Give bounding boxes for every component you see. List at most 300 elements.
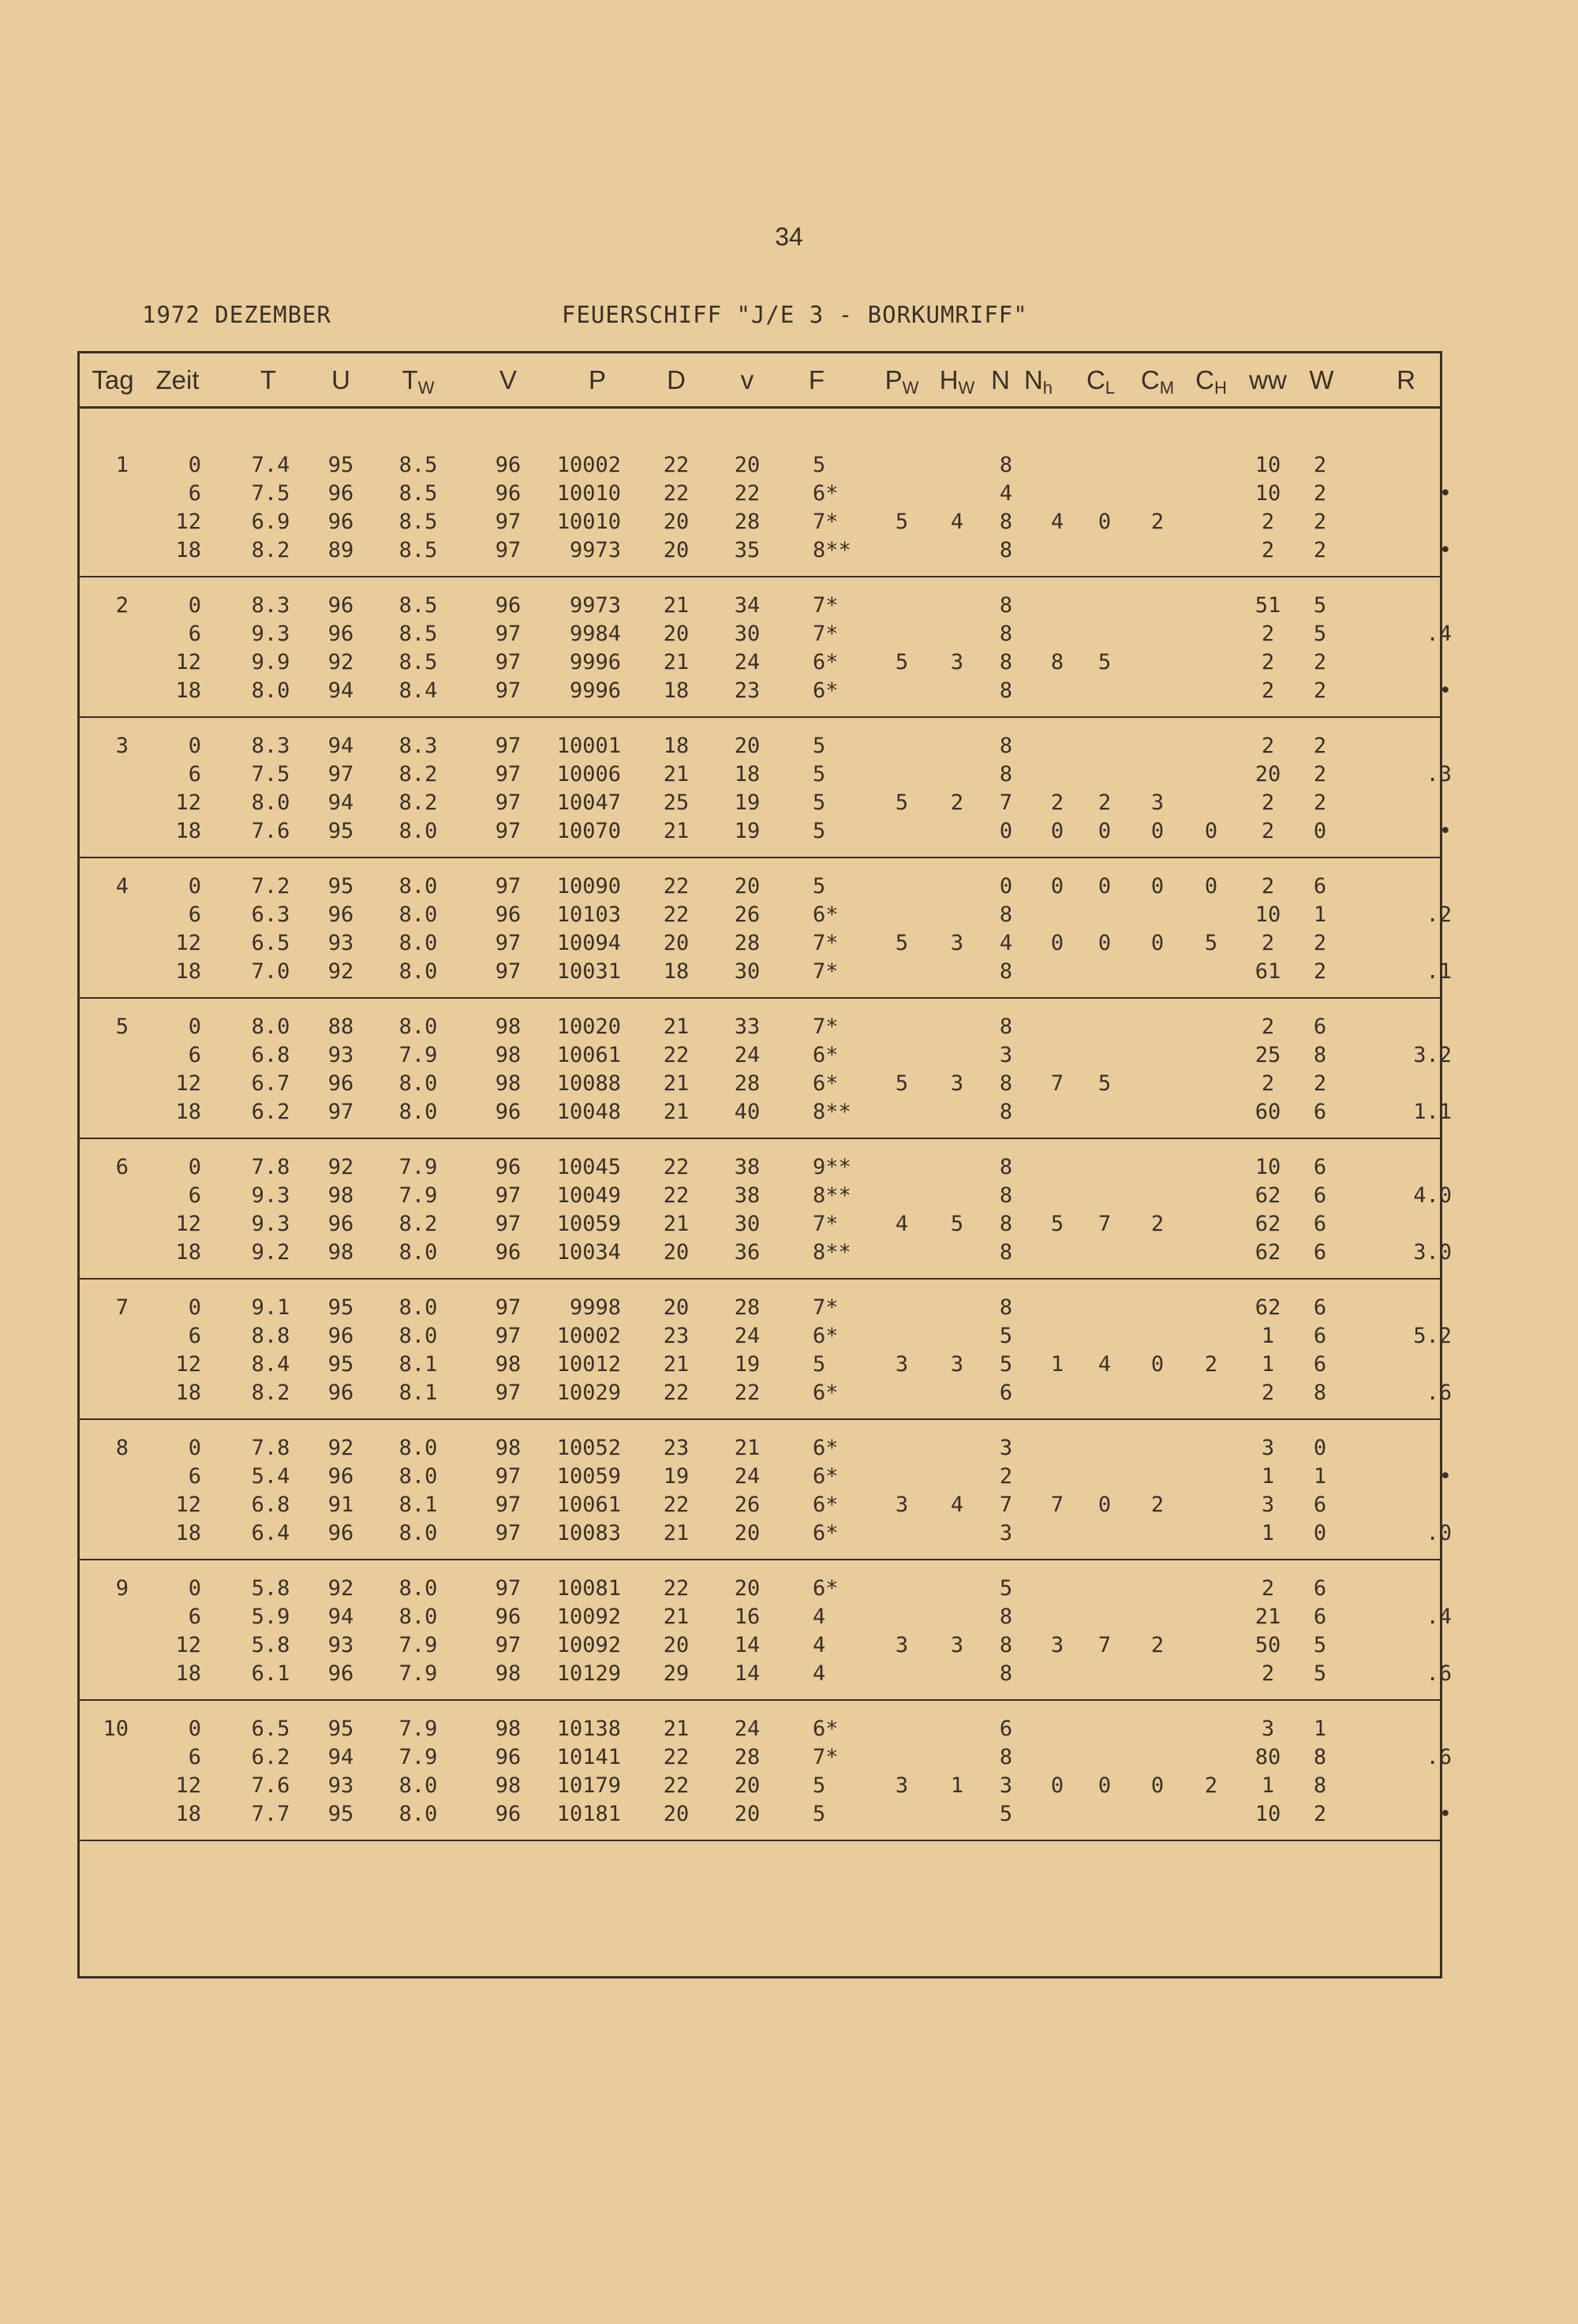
table-cell: 7.4 bbox=[251, 453, 290, 477]
column-header-label: C bbox=[1195, 365, 1214, 394]
table-cell: 5 bbox=[895, 650, 909, 674]
table-cell: 94 bbox=[327, 734, 354, 758]
table-cell: 20 bbox=[734, 1802, 761, 1826]
table-cell: 93 bbox=[327, 1773, 354, 1798]
table-cell: 0 bbox=[1050, 931, 1064, 955]
table-cell: 50 bbox=[1255, 1633, 1281, 1657]
table-cell: 6.2 bbox=[251, 1100, 290, 1124]
table-cell: 2 bbox=[950, 790, 964, 815]
table-cell: 5.9 bbox=[251, 1605, 290, 1629]
table-cell: 6 bbox=[1313, 1155, 1327, 1179]
table-cell: 98 bbox=[495, 1014, 522, 1039]
table-cell: 3 bbox=[950, 931, 964, 955]
table-cell: 3 bbox=[1050, 1633, 1064, 1657]
day-number: 10 bbox=[103, 1717, 129, 1741]
table-cell: 2 bbox=[1313, 931, 1327, 955]
table-cell: 2 bbox=[1261, 1576, 1275, 1601]
table-cell: 94 bbox=[327, 1745, 354, 1769]
table-cell: 20 bbox=[663, 931, 690, 955]
table-cell: 97 bbox=[495, 819, 522, 843]
table-cell: 8.0 bbox=[398, 1324, 438, 1348]
table-cell: 80 bbox=[1255, 1745, 1281, 1769]
table-cell: 10020 bbox=[556, 1014, 621, 1039]
table-cell: 29 bbox=[663, 1661, 690, 1686]
table-cell: 5 bbox=[1097, 1071, 1112, 1096]
table-cell: 10002 bbox=[556, 453, 621, 477]
day-number: 2 bbox=[115, 593, 129, 618]
table-cell: 97 bbox=[495, 1521, 522, 1545]
table-cell: 98 bbox=[327, 1240, 354, 1265]
table-cell: 26 bbox=[734, 1493, 761, 1517]
day-divider bbox=[77, 857, 1442, 858]
table-cell: 8.0 bbox=[398, 1436, 438, 1460]
table-cell: 10092 bbox=[556, 1605, 621, 1629]
table-cell: 8.0 bbox=[398, 1576, 438, 1601]
table-cell: 5 bbox=[813, 1773, 826, 1798]
table-cell: 18 bbox=[175, 1100, 201, 1124]
table-cell: 8.0 bbox=[398, 1100, 438, 1124]
table-cell: 96 bbox=[327, 593, 354, 618]
table-cell: 2 bbox=[1261, 734, 1275, 758]
table-cell: 6* bbox=[813, 1071, 839, 1096]
table-cell: 8 bbox=[999, 453, 1013, 477]
table-cell: 4 bbox=[813, 1605, 826, 1629]
table-cell: 0 bbox=[1050, 819, 1064, 843]
table-cell: 5.8 bbox=[251, 1633, 290, 1657]
table-cell: 5 bbox=[813, 1352, 826, 1377]
table-cell: 8.4 bbox=[251, 1352, 290, 1377]
table-cell: 10059 bbox=[556, 1212, 621, 1236]
column-header-label: P bbox=[588, 365, 606, 394]
table-cell: 8.0 bbox=[398, 1605, 438, 1629]
table-cell: 10034 bbox=[556, 1240, 621, 1265]
table-cell: 91 bbox=[327, 1493, 354, 1517]
table-cell: 0 bbox=[1097, 1493, 1112, 1517]
header-date: 1972 DEZEMBER bbox=[142, 301, 331, 328]
table-cell: 6.9 bbox=[251, 510, 290, 534]
table-cell: 8.5 bbox=[398, 481, 438, 506]
table-cell: • bbox=[1438, 819, 1452, 843]
table-cell: 8.2 bbox=[251, 538, 290, 562]
column-header-label: T bbox=[260, 365, 277, 394]
table-cell: 2 bbox=[1150, 1633, 1165, 1657]
table-cell: 97 bbox=[327, 762, 354, 786]
table-cell: 19 bbox=[734, 1352, 761, 1377]
table-cell: 7* bbox=[813, 1745, 839, 1769]
table-cell: 21 bbox=[734, 1436, 761, 1460]
table-cell: 8 bbox=[999, 1014, 1013, 1039]
table-cell: 5 bbox=[813, 790, 826, 815]
table-cell: 8.0 bbox=[398, 1071, 438, 1096]
table-cell: 5.4 bbox=[251, 1464, 290, 1489]
table-cell: 6 bbox=[1313, 1352, 1327, 1377]
table-cell: 18 bbox=[175, 1240, 201, 1265]
table-cell: 8 bbox=[1313, 1745, 1327, 1769]
table-cell: 38 bbox=[734, 1183, 761, 1208]
table-cell: 10031 bbox=[556, 959, 621, 984]
table-cell: 9.3 bbox=[251, 1212, 290, 1236]
table-cell: 97 bbox=[495, 1324, 522, 1348]
table-cell: 6 bbox=[188, 1605, 201, 1629]
table-cell: 0 bbox=[1097, 510, 1112, 534]
table-cell: 3 bbox=[895, 1773, 909, 1798]
table-cell: 0 bbox=[1313, 1436, 1327, 1460]
table-cell: 1 bbox=[1313, 902, 1327, 927]
table-cell: 18 bbox=[175, 538, 201, 562]
table-cell: 8.3 bbox=[398, 734, 438, 758]
table-cell: .0 bbox=[1426, 1521, 1452, 1545]
table-cell: 0 bbox=[1097, 931, 1112, 955]
table-cell: 22 bbox=[663, 1155, 690, 1179]
table-cell: 8.0 bbox=[398, 931, 438, 955]
table-cell: 5 bbox=[895, 790, 909, 815]
table-cell: 6.8 bbox=[251, 1493, 290, 1517]
table-cell: 2 bbox=[1313, 790, 1327, 815]
column-header-label: R bbox=[1397, 365, 1415, 394]
table-cell: 8 bbox=[999, 1071, 1013, 1096]
table-cell: 8.0 bbox=[398, 959, 438, 984]
table-cell: 20 bbox=[734, 1576, 761, 1601]
table-cell: 9973 bbox=[569, 538, 621, 562]
header-rule bbox=[77, 406, 1442, 409]
column-header-label: ww bbox=[1249, 365, 1287, 394]
table-cell: 24 bbox=[734, 1324, 761, 1348]
table-cell: 97 bbox=[495, 1212, 522, 1236]
table-cell: 5 bbox=[1313, 593, 1327, 618]
table-cell: 10090 bbox=[556, 874, 621, 899]
table-cell: 6 bbox=[188, 1043, 201, 1067]
table-cell: 8.0 bbox=[398, 902, 438, 927]
table-cell: 94 bbox=[327, 1605, 354, 1629]
table-cell: 6* bbox=[813, 650, 839, 674]
table-cell: 0 bbox=[999, 819, 1013, 843]
table-cell: .1 bbox=[1426, 959, 1452, 984]
table-cell: 6 bbox=[1313, 1493, 1327, 1517]
table-cell: 0 bbox=[188, 593, 201, 618]
table-cell: 22 bbox=[663, 874, 690, 899]
table-cell: 21 bbox=[663, 1717, 690, 1741]
column-header-subscript: W bbox=[958, 378, 975, 398]
table-cell: 0 bbox=[188, 453, 201, 477]
table-cell: 92 bbox=[327, 650, 354, 674]
table-cell: 8 bbox=[999, 622, 1013, 646]
table-cell: 9.3 bbox=[251, 1183, 290, 1208]
table-cell: 7* bbox=[813, 510, 839, 534]
header-station: FEUERSCHIFF "J/E 3 - BORKUMRIFF" bbox=[562, 301, 1028, 328]
table-cell: 3 bbox=[895, 1633, 909, 1657]
table-cell: 3.2 bbox=[1413, 1043, 1452, 1067]
table-cell: 5 bbox=[813, 762, 826, 786]
column-header bbox=[130, 365, 225, 395]
table-cell: 97 bbox=[495, 650, 522, 674]
day-divider bbox=[77, 1278, 1442, 1280]
table-cell: 5 bbox=[1050, 1212, 1064, 1236]
table-cell: 5 bbox=[1313, 1661, 1327, 1686]
table-cell: 97 bbox=[495, 538, 522, 562]
table-cell: .4 bbox=[1426, 622, 1452, 646]
table-cell: 24 bbox=[734, 1717, 761, 1741]
table-cell: 8.0 bbox=[398, 819, 438, 843]
table-cell: 9996 bbox=[569, 678, 621, 703]
table-cell: 2 bbox=[1313, 678, 1327, 703]
table-cell: 18 bbox=[175, 1521, 201, 1545]
table-cell: 7.9 bbox=[398, 1745, 438, 1769]
table-cell: 0 bbox=[1050, 1773, 1064, 1798]
table-cell: 8.3 bbox=[251, 734, 290, 758]
table-cell: 19 bbox=[663, 1464, 690, 1489]
table-cell: 8** bbox=[813, 1183, 851, 1208]
table-cell: 88 bbox=[327, 1014, 354, 1039]
table-cell: 8.0 bbox=[398, 1014, 438, 1039]
table-cell: 20 bbox=[663, 1633, 690, 1657]
table-cell: 5 bbox=[1313, 622, 1327, 646]
table-cell: 96 bbox=[495, 1605, 522, 1629]
table-cell: 10006 bbox=[556, 762, 621, 786]
table-cell: 22 bbox=[663, 1576, 690, 1601]
table-cell: 2 bbox=[1313, 510, 1327, 534]
table-cell: 18 bbox=[175, 819, 201, 843]
table-cell: 6 bbox=[188, 1324, 201, 1348]
table-cell: 10061 bbox=[556, 1043, 621, 1067]
table-cell: 10094 bbox=[556, 931, 621, 955]
table-cell: 6 bbox=[1313, 1576, 1327, 1601]
table-cell: 6 bbox=[188, 1183, 201, 1208]
table-cell: 22 bbox=[663, 453, 690, 477]
table-cell: 10 bbox=[1255, 1802, 1281, 1826]
table-cell: 18 bbox=[663, 678, 690, 703]
table-cell: 6 bbox=[188, 622, 201, 646]
table-cell: 2 bbox=[1261, 874, 1275, 899]
table-cell: 9.9 bbox=[251, 650, 290, 674]
column-header bbox=[461, 365, 555, 395]
column-header-label: P bbox=[884, 365, 903, 394]
table-cell: 7 bbox=[999, 790, 1013, 815]
table-cell: .3 bbox=[1426, 762, 1452, 786]
table-cell: 3 bbox=[950, 1352, 964, 1377]
table-cell: 2 bbox=[1150, 1493, 1165, 1517]
table-cell: 61 bbox=[1255, 959, 1281, 984]
day-number: 8 bbox=[115, 1436, 129, 1460]
table-cell: 95 bbox=[327, 874, 354, 899]
table-cell: 4 bbox=[999, 931, 1013, 955]
table-cell: 10010 bbox=[556, 481, 621, 506]
table-cell: 3 bbox=[999, 1521, 1013, 1545]
day-number: 6 bbox=[115, 1155, 129, 1179]
table-cell: 6* bbox=[813, 1521, 839, 1545]
table-cell: 5 bbox=[1204, 931, 1218, 955]
table-cell: 7 bbox=[1050, 1071, 1064, 1096]
table-cell: 6 bbox=[999, 1717, 1013, 1741]
table-cell: 6.2 bbox=[251, 1745, 290, 1769]
table-cell: 19 bbox=[734, 819, 761, 843]
table-cell: 3 bbox=[950, 650, 964, 674]
table-cell: 22 bbox=[663, 481, 690, 506]
table-cell: 96 bbox=[327, 902, 354, 927]
table-cell: 6* bbox=[813, 1043, 839, 1067]
table-cell: 7* bbox=[813, 622, 839, 646]
table-cell: 2 bbox=[1204, 1352, 1218, 1377]
table-cell: 14 bbox=[734, 1661, 761, 1686]
table-cell: 2 bbox=[1313, 734, 1327, 758]
table-cell: 10010 bbox=[556, 510, 621, 534]
table-cell: • bbox=[1438, 1464, 1452, 1489]
table-cell: 12 bbox=[175, 1071, 201, 1096]
table-cell: 8 bbox=[999, 538, 1013, 562]
table-cell: 20 bbox=[734, 734, 761, 758]
table-cell: 2 bbox=[1313, 959, 1327, 984]
table-cell: 97 bbox=[495, 1493, 522, 1517]
table-cell: 3.0 bbox=[1413, 1240, 1452, 1265]
table-cell: 2 bbox=[1261, 1661, 1275, 1686]
table-cell: 4 bbox=[999, 481, 1013, 506]
table-cell: 8 bbox=[999, 1605, 1013, 1629]
table-cell: 3 bbox=[895, 1493, 909, 1517]
table-cell: 10048 bbox=[556, 1100, 621, 1124]
table-cell: 93 bbox=[327, 931, 354, 955]
table-cell: 96 bbox=[327, 1324, 354, 1348]
table-cell: 60 bbox=[1255, 1100, 1281, 1124]
table-cell: 20 bbox=[734, 874, 761, 899]
table-cell: 97 bbox=[495, 1464, 522, 1489]
table-cell: 2 bbox=[999, 1464, 1013, 1489]
table-cell: 62 bbox=[1255, 1183, 1281, 1208]
table-cell: 6 bbox=[188, 762, 201, 786]
table-cell: 7.9 bbox=[398, 1717, 438, 1741]
table-cell: 97 bbox=[495, 931, 522, 955]
table-cell: 98 bbox=[327, 1183, 354, 1208]
table-cell: 25 bbox=[663, 790, 690, 815]
table-cell: 6 bbox=[1313, 874, 1327, 899]
column-header-subscript: M bbox=[1159, 378, 1175, 398]
table-cell: 8 bbox=[1050, 650, 1064, 674]
table-cell: 7 bbox=[1097, 1633, 1112, 1657]
table-cell: 10181 bbox=[556, 1802, 621, 1826]
table-cell: 10070 bbox=[556, 819, 621, 843]
table-cell: 9.3 bbox=[251, 622, 290, 646]
table-cell: 0 bbox=[188, 1436, 201, 1460]
table-cell: 28 bbox=[734, 510, 761, 534]
table-cell: 8 bbox=[999, 1745, 1013, 1769]
table-cell: 8 bbox=[999, 734, 1013, 758]
table-cell: 4 bbox=[950, 1493, 964, 1517]
table-cell: 98 bbox=[495, 1661, 522, 1686]
table-cell: 5 bbox=[895, 931, 909, 955]
table-cell: 1 bbox=[1050, 1352, 1064, 1377]
table-cell: 0 bbox=[1150, 819, 1165, 843]
table-cell: 2 bbox=[1261, 790, 1275, 815]
table-cell: 8 bbox=[999, 650, 1013, 674]
day-divider bbox=[77, 1559, 1442, 1560]
table-cell: 93 bbox=[327, 1633, 354, 1657]
table-cell: 18 bbox=[175, 1381, 201, 1405]
table-cell: 20 bbox=[663, 1240, 690, 1265]
table-cell: 8 bbox=[999, 1183, 1013, 1208]
table-cell: 3 bbox=[999, 1773, 1013, 1798]
table-cell: 21 bbox=[663, 762, 690, 786]
table-cell: 97 bbox=[495, 1183, 522, 1208]
table-cell: 0 bbox=[188, 1155, 201, 1179]
table-cell: 96 bbox=[495, 1802, 522, 1826]
table-cell: 2 bbox=[1261, 678, 1275, 703]
table-cell: .6 bbox=[1426, 1381, 1452, 1405]
table-cell: 20 bbox=[663, 1802, 690, 1826]
table-cell: 0 bbox=[1097, 819, 1112, 843]
table-cell: 0 bbox=[1050, 874, 1064, 899]
table-cell: 6 bbox=[1313, 1014, 1327, 1039]
table-cell: 95 bbox=[327, 1352, 354, 1377]
table-cell: 7 bbox=[999, 1493, 1013, 1517]
table-cell: 8 bbox=[1313, 1381, 1327, 1405]
table-cell: 92 bbox=[327, 959, 354, 984]
table-cell: 8 bbox=[999, 762, 1013, 786]
table-cell: 7 bbox=[1050, 1493, 1064, 1517]
table-cell: 8** bbox=[813, 1100, 851, 1124]
day-number: 7 bbox=[115, 1295, 129, 1320]
table-cell: 89 bbox=[327, 538, 354, 562]
table-cell: 4 bbox=[1050, 510, 1064, 534]
table-cell: 21 bbox=[663, 1605, 690, 1629]
table-cell: 2 bbox=[1050, 790, 1064, 815]
table-cell: 10 bbox=[1255, 481, 1281, 506]
column-header-label: N bbox=[991, 365, 1010, 394]
table-cell: 8.2 bbox=[398, 762, 438, 786]
table-cell: 6 bbox=[999, 1381, 1013, 1405]
table-cell: 30 bbox=[734, 959, 761, 984]
table-cell: 94 bbox=[327, 678, 354, 703]
table-cell: 8.0 bbox=[398, 874, 438, 899]
table-cell: 10 bbox=[1255, 1155, 1281, 1179]
table-cell: 5 bbox=[1313, 1633, 1327, 1657]
table-cell: 9.1 bbox=[251, 1295, 290, 1320]
table-cell: 22 bbox=[734, 481, 761, 506]
table-cell: 96 bbox=[327, 481, 354, 506]
table-cell: 8.5 bbox=[398, 593, 438, 618]
table-cell: 96 bbox=[495, 902, 522, 927]
table-cell: 7.8 bbox=[251, 1155, 290, 1179]
table-cell: 30 bbox=[734, 1212, 761, 1236]
table-cell: 1 bbox=[1261, 1324, 1275, 1348]
table-cell: 7.6 bbox=[251, 1773, 290, 1798]
table-cell: • bbox=[1438, 678, 1452, 703]
table-cell: 6* bbox=[813, 1324, 839, 1348]
column-header bbox=[769, 365, 864, 395]
table-cell: 6 bbox=[188, 902, 201, 927]
column-header-label: H bbox=[939, 365, 959, 394]
table-cell: 8 bbox=[999, 593, 1013, 618]
table-cell: 7.9 bbox=[398, 1661, 438, 1686]
table-cell: 10 bbox=[1255, 902, 1281, 927]
table-cell: 18 bbox=[175, 1661, 201, 1686]
table-cell: 8.8 bbox=[251, 1324, 290, 1348]
table-cell: 6.4 bbox=[251, 1521, 290, 1545]
table-cell: 6.1 bbox=[251, 1661, 290, 1686]
day-divider bbox=[77, 1418, 1442, 1420]
table-cell: 9.2 bbox=[251, 1240, 290, 1265]
table-cell: 2 bbox=[1313, 453, 1327, 477]
table-cell: 36 bbox=[734, 1240, 761, 1265]
table-cell: 8.0 bbox=[251, 1014, 290, 1039]
table-cell: 97 bbox=[495, 734, 522, 758]
table-cell: 8.2 bbox=[398, 790, 438, 815]
table-cell: 12 bbox=[175, 1633, 201, 1657]
day-number: 9 bbox=[115, 1576, 129, 1601]
table-cell: 5 bbox=[950, 1212, 964, 1236]
table-cell: 0 bbox=[1097, 1773, 1112, 1798]
table-cell: 97 bbox=[495, 678, 522, 703]
table-cell: 7.9 bbox=[398, 1183, 438, 1208]
table-cell: 19 bbox=[734, 790, 761, 815]
table-cell: 23 bbox=[663, 1324, 690, 1348]
